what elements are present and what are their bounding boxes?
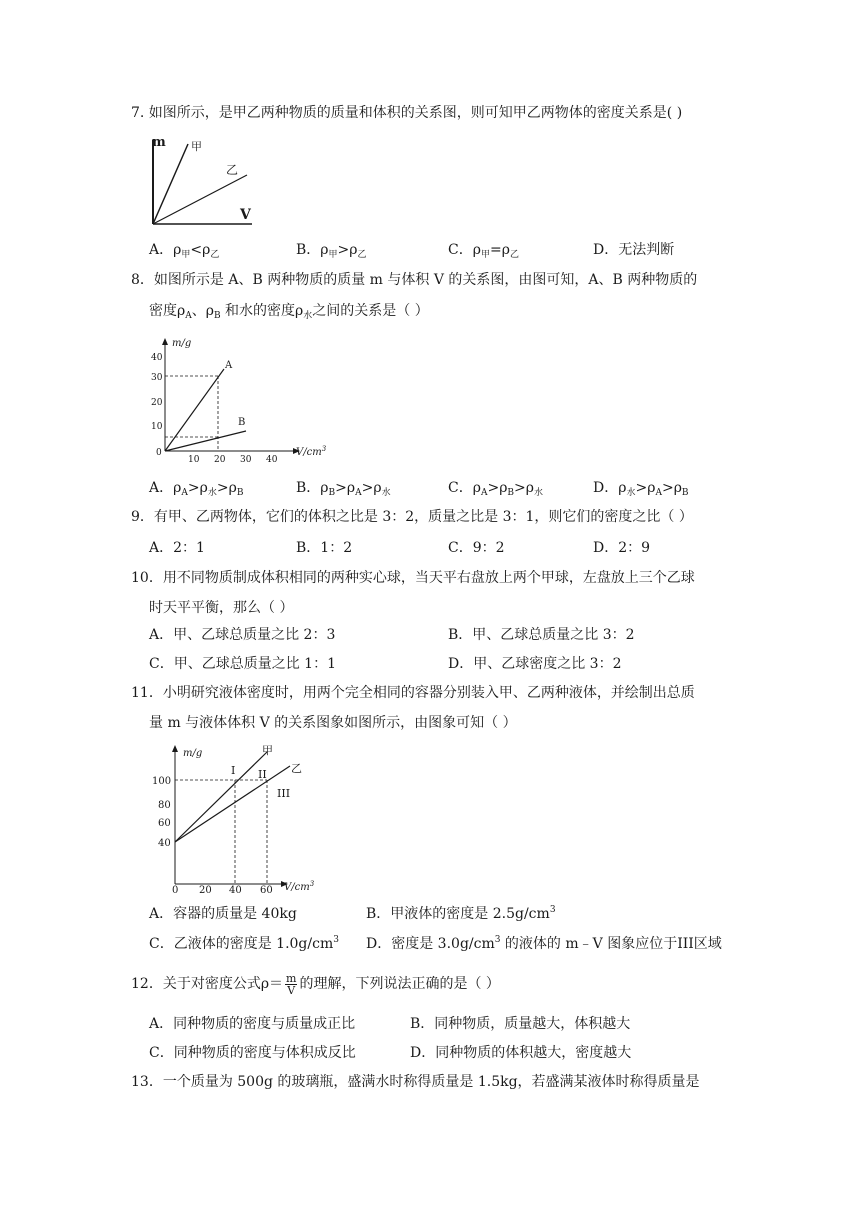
- q11-stem-line1: 11．小明研究液体密度时，用两个完全相同的容器分别装入甲、乙两种液体，并绘制出总质: [131, 685, 695, 701]
- q11-line-jia: [175, 752, 267, 842]
- q7-x-label: V: [240, 207, 251, 223]
- q11-x-label: $V/cm^3$: [284, 880, 315, 893]
- q11-graph: [145, 740, 335, 895]
- q8-option-c[interactable]: C．$\rho_A>\rho_B>\rho_水$: [448, 480, 544, 498]
- q7-stem: 7. 如图所示，是甲乙两种物质的质量和体积的关系图，则可知甲乙两物体的密度关系是( ): [131, 105, 683, 121]
- svg-text:0: 0: [172, 885, 179, 896]
- q8-graph: [140, 335, 330, 465]
- q7-option-a[interactable]: A．$\rho_甲<\rho_乙$: [149, 242, 220, 260]
- q8-stem-line1: 8．如图所示是 A、B 两种物质的质量 m 与体积 V 的关系图，由图可知，A、B 两种物质的: [131, 272, 698, 288]
- svg-text:40: 40: [151, 353, 163, 363]
- q7-line-jia: [153, 144, 188, 224]
- svg-text:20: 20: [199, 885, 212, 896]
- q7-yi-label: 乙: [226, 163, 239, 177]
- q7-graph: [140, 130, 270, 230]
- svg-text:20: 20: [214, 455, 226, 465]
- q9-stem: 9．有甲、乙两物体，它们的体积之比是 3：2，质量之比是 3：1，则它们的密度之比（ ）: [131, 509, 693, 525]
- q8-option-b[interactable]: B．$\rho_B>\rho_A>\rho_水$: [296, 480, 391, 498]
- q8-stem-line2: 密度$\rho_A$、$\rho_B$ 和水的密度$\rho_水$之间的关系是（ ）: [149, 303, 429, 321]
- q8-option-a[interactable]: A．$\rho_A>\rho_水>\rho_B$: [149, 480, 244, 498]
- q12-stem: 12．关于对密度公式ρ＝ $\frac{m}{V}$ 的理解，下列说法正确的是（ ）: [131, 971, 500, 997]
- q8-x-label: $V/cm^3$: [296, 445, 327, 458]
- q7-line-yi: [153, 175, 247, 224]
- svg-text:10: 10: [151, 422, 163, 432]
- q11-y-label: m/g: [183, 748, 203, 759]
- svg-text:30: 30: [240, 455, 252, 465]
- q12-option-b[interactable]: B．同种物质，质量越大，体积越大: [410, 1016, 631, 1032]
- q11-jia-label: 甲: [262, 744, 273, 757]
- density-formula-fraction: $\frac{m}{V}$: [286, 971, 297, 997]
- q7-option-b[interactable]: B．$\rho_甲>\rho_乙$: [296, 242, 367, 260]
- q8-b-label: B: [238, 417, 246, 428]
- q10-option-c[interactable]: C．甲、乙球总质量之比 1：1: [149, 656, 336, 672]
- svg-text:100: 100: [152, 776, 172, 787]
- svg-text:80: 80: [158, 800, 171, 811]
- svg-text:40: 40: [158, 838, 171, 849]
- q8-y-label: m/g: [172, 338, 192, 349]
- svg-text:0: 0: [156, 448, 162, 458]
- q12-option-d[interactable]: D．同种物质的体积越大，密度越大: [410, 1045, 632, 1061]
- svg-text:20: 20: [151, 398, 163, 408]
- q10-option-b[interactable]: B．甲、乙球总质量之比 3：2: [448, 627, 635, 643]
- q11-region-2: II: [258, 768, 267, 781]
- q11-option-b[interactable]: B．甲液体的密度是 $2.5g/cm^3$: [366, 905, 556, 922]
- q9-option-d[interactable]: D．2：9: [593, 540, 651, 556]
- q12-option-a[interactable]: A．同种物质的密度与质量成正比: [149, 1016, 356, 1032]
- svg-text:40: 40: [266, 455, 278, 465]
- q9-option-b[interactable]: B．1：2: [296, 540, 353, 556]
- svg-text:30: 30: [151, 373, 163, 383]
- svg-text:10: 10: [188, 455, 200, 465]
- q9-option-a[interactable]: A．2：1: [149, 540, 205, 556]
- q9-option-c[interactable]: C．9：2: [448, 540, 505, 556]
- q8-a-label: A: [225, 360, 233, 371]
- q7-y-label: m: [152, 135, 166, 150]
- q11-option-a[interactable]: A．容器的质量是 40kg: [149, 906, 297, 922]
- q7-option-d[interactable]: D．无法判断: [593, 242, 675, 258]
- q11-stem-line2: 量 m 与液体体积 V 的关系图象如图所示，由图象可知（ ）: [149, 715, 517, 731]
- q7-option-c[interactable]: C．$\rho_甲=\rho_乙$: [448, 242, 519, 260]
- q11-line-yi: [175, 766, 290, 842]
- svg-text:40: 40: [229, 885, 242, 896]
- q10-option-d[interactable]: D．甲、乙球密度之比 3：2: [448, 656, 622, 672]
- q11-region-1: I: [231, 764, 236, 777]
- q11-yi-label: 乙: [291, 762, 302, 775]
- q11-option-d[interactable]: D．密度是 $3.0g/cm^3$ 的液体的 m﹣V 图象应位于III区域: [366, 935, 722, 952]
- q12-option-c[interactable]: C．同种物质的密度与体积成反比: [149, 1045, 356, 1061]
- q7-jia-label: 甲: [191, 140, 202, 153]
- q11-option-c[interactable]: C．乙液体的密度是 $1.0g/cm^3$: [149, 935, 339, 952]
- q8-option-d[interactable]: D．$\rho_水>\rho_A>\rho_B$: [593, 480, 689, 498]
- q10-option-a[interactable]: A．甲、乙球总质量之比 2：3: [149, 627, 336, 643]
- q10-stem-line2: 时天平平衡，那么（ ）: [149, 600, 294, 616]
- svg-text:60: 60: [260, 885, 273, 896]
- q11-region-3: III: [277, 787, 291, 800]
- svg-text:60: 60: [158, 818, 171, 829]
- q13-stem: 13．一个质量为 500g 的玻璃瓶，盛满水时称得质量是 1.5kg，若盛满某液体时称得质量是: [131, 1074, 700, 1090]
- q10-stem-line1: 10．用不同物质制成体积相同的两种实心球，当天平右盘放上两个甲球，左盘放上三个乙球: [131, 570, 695, 586]
